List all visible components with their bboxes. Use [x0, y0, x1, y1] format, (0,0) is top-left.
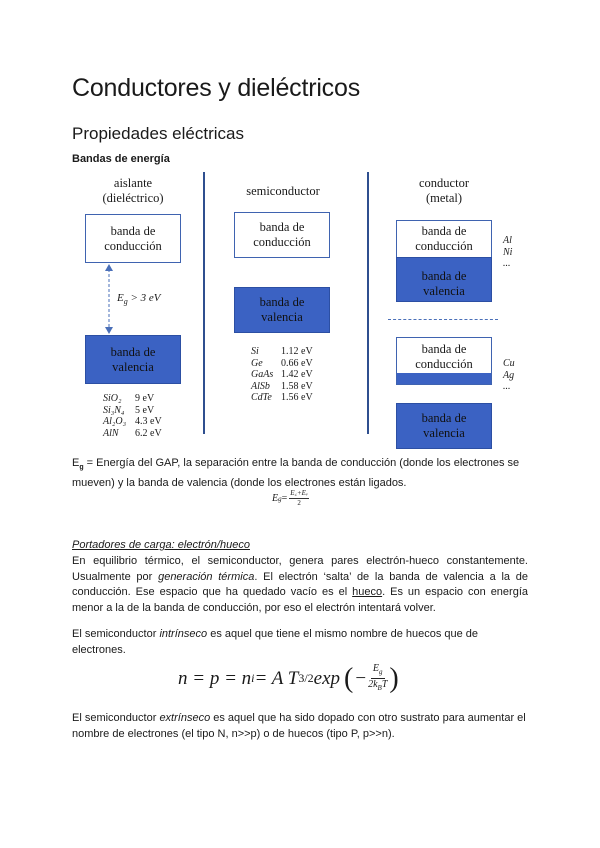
insulator-materials: [103, 393, 162, 439]
semiconductor-valence-band: [234, 287, 330, 333]
eg-formula: E g = $\frac{\text{E꜀+Eᵥ}}{2}$: [272, 489, 308, 507]
insulator-heading-line2: (dieléctrico): [102, 191, 164, 205]
insulator-conduction-label: banda de conducción: [104, 223, 162, 253]
conductor-bottom-valence-label: banda de valencia: [421, 411, 467, 440]
material-row: Al₂O₃ 4.3 eV: [103, 416, 162, 427]
conductor-bottom-metals: [503, 358, 515, 393]
gap-label: $E_g > 3$ eV: [117, 292, 161, 307]
material-row: Ge 0.66 eV: [251, 357, 313, 369]
insulator-heading-line1: aislante: [113, 176, 153, 190]
metal-label: Ag: [503, 369, 515, 381]
conductor-bottom-conduction-label: banda de conducción: [415, 342, 473, 371]
conductor-top-metals: [503, 235, 512, 270]
separator-line: [203, 172, 205, 434]
separator-line: [367, 172, 369, 434]
metal-label: ...: [503, 258, 511, 269]
semiconductor-conduction-label: banda de conducción: [253, 220, 311, 249]
bands-heading: Bandas de energía: [72, 153, 170, 165]
semiconductor-materials: [251, 346, 313, 404]
material-row: AlN 6.2 eV: [103, 427, 162, 439]
metal-label: Cu: [503, 358, 515, 369]
section-subtitle: Propiedades eléctricas: [72, 124, 244, 143]
conductor-heading-line1: conductor: [419, 176, 469, 190]
conductor-top-valence-band: [396, 257, 492, 302]
conductor-heading: [394, 176, 494, 206]
page-title: Conductores y dieléctricos: [72, 74, 360, 102]
conductor-dashed-divider: [388, 319, 498, 320]
conductor-top-conduction-band: [396, 220, 492, 257]
conductor-heading-line2: (metal): [425, 191, 463, 205]
semiconductor-heading: semiconductor: [246, 184, 320, 198]
insulator-valence-label: banda de valencia: [110, 344, 156, 374]
conductor-bottom-valence-band: [396, 403, 492, 449]
material-row: GaAs 1.42 eV: [251, 369, 313, 380]
material-row: CdTe 1.56 eV: [251, 392, 313, 403]
metal-label: Ni: [503, 246, 513, 258]
material-row: Si₃N₄ 5 eV: [103, 404, 155, 416]
semiconductor-valence-label: banda de valencia: [259, 295, 305, 324]
insulator-heading: [83, 176, 183, 206]
insulator-conduction-band: [85, 214, 181, 263]
conductor-partial-fill: [397, 373, 491, 384]
metal-label: ...: [503, 381, 511, 392]
conductor-top-valence-label: banda de valencia: [421, 268, 467, 298]
material-row: AlSb 1.58 eV: [251, 380, 313, 392]
metal-label: Al: [503, 235, 512, 246]
material-row: SiO₂ 9 eV: [103, 393, 155, 404]
semiconductor-conduction-band: [234, 212, 330, 258]
material-row: Si 1.12 eV: [251, 346, 313, 357]
intrinsic-paragraph: El semiconductor intrínseco es aquel que tiene el mismo nombre de huecos que de electrones.: [72, 628, 479, 656]
intrinsic-formula: n = p = n i = A T 3/2 exp ( − $E_g$ $2k_BT$ ): [178, 662, 399, 694]
insulator-valence-band: [85, 335, 181, 384]
carriers-heading: Portadores de carga: electrón/hueco: [72, 539, 250, 551]
eg-definition: $E_g$ = Energía del GAP, la separación entre la banda de conducción (donde los electrones se mueven) y la banda de valencia (donde los electrones están ligados.: [72, 457, 520, 489]
conductor-top-conduction-label: banda de conducción: [415, 224, 473, 253]
carriers-paragraph-1: En equilibrio térmico, el semiconductor, genera pares electrón-hueco constantemente. Usualmente por generación térmica. El electrón ‘salta’ de la banda de valencia a la de conducción. Ese espacio que ha quedado vacío es el hueco. Es un espacio con energía menor a la de la banda de conducción, por eso el electrón intentará volver.: [72, 555, 529, 614]
extrinsic-paragraph: El semiconductor extrínseco es aquel que ha sido dopado con otro sustrato para aumentar el nombre de electrones (el tipo N, n>>p) o de huecos (tipo P, p>>n).: [72, 712, 526, 740]
